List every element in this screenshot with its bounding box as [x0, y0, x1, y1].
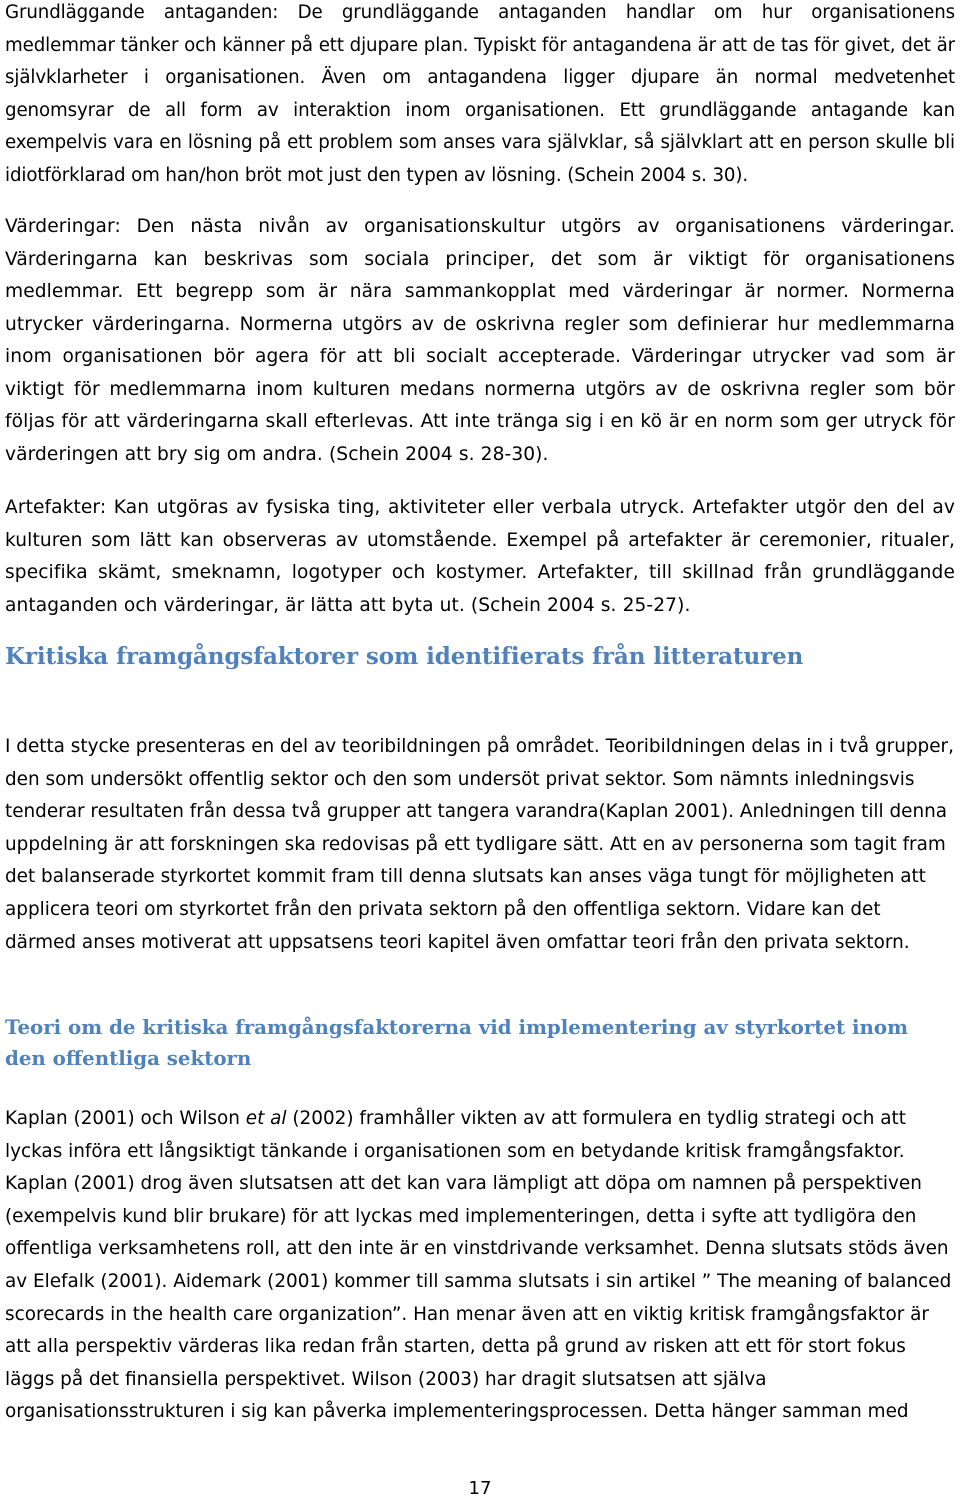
page-number: 17: [468, 1478, 492, 1499]
citation-et-al: et al: [245, 1108, 287, 1129]
paragraph-kaplan-text-rest: (2002) framhåller vikten av att formulera en tydlig strategi och att lyckas införa ett långsiktigt tänkande i organisationen som en betydande kritisk framgångsfaktor. Kaplan (2001) drog även slutsatsen att det kan vara lämpligt att döpa om namnen på perspektiven (exempelvis kund blir brukare) för att lyckas med implementeringen, detta i syfte att tydligöra den offentliga verksamhetens roll, att den inte är en vinstdrivande verksamhet. Denna slutsats stöds även av Elefalk (2001). Aidemark (2001) kommer till samma slutsats i sin artikel ” The meaning of balanced scorecards in the health care organization”. Han menar även att en viktig kritisk framgångsfaktor är att alla perspektiv värderas lika redan från starten, detta på grund av risken att ett för stort fokus läggs på det finansiella perspektivet. Wilson (2003) har dragit slutsatsen att själva organisationsstrukturen i sig kan påverka implementeringsprocessen. Detta hänger samman med: [5, 1108, 952, 1423]
paragraph-kaplan-wilson: [5, 1103, 955, 1429]
paragraph-teoribildning: I detta stycke presenteras en del av teoribildningen på området. Teoribildningen delas in i två grupper, den som undersökt offentlig sektor och den som undersöt privat sektor. Som nämnts inledningsvis tenderar resultaten från dessa två grupper att tangera varandra(Kaplan 2001). Anledningen till denna uppdelning är att forskningen ska redovisas på ett tydligare sätt. Att en av personerna som tagit fram det balanserade styrkortet kommit fram till denna slutsats kan anses väga tungt för möjligheten att applicera teori om styrkortet från den privata sektorn på den offentliga sektorn. Vidare kan det därmed anses motiverat att uppsatsens teori kapitel även omfattar teori från den privata sektorn.: [5, 736, 954, 953]
paragraph-grundlaggande-antaganden: Grundläggande antaganden: De grundläggande antaganden handlar om hur organisationens medlemmar tänker och känner på ett djupare plan. Typiskt för antagandena är att de tas för givet, det är självklarheter i organisationen. Även om antagandena ligger djupare än normal medvetenhet genomsyrar de all form av interaktion inom organisationen. Ett grundläggande antagande kan exempelvis vara en lösning på ett problem som anses vara självklar, så självklart att en person skulle bli idiotförklarad om han/hon bröt mot just den typen av lösning. (Schein 2004 s. 30).: [5, 2, 955, 186]
paragraph-varderingar: Värderingar: Den nästa nivån av organisationskultur utgörs av organisationens värderingar. Värderingarna kan beskrivas som sociala principer, det som är viktigt för organisationens medlemmar. Ett begrepp som är nära sammankopplat med värderingar är normer. Normerna utrycker värderingarna. Normerna utgörs av de oskrivna regler som definierar hur medlemmarna inom organisationen bör agera för att bli socialt accepterade. Värderingar utrycker vad som är viktigt för medlemmarna inom kulturen medans normerna utgörs av de oskrivna regler som bör följas för att värderingarna skall efterlevas. Att inte tränga sig i en kö är en norm som ger utryck för värderingen att bry sig om andra. (Schein 2004 s. 28-30).: [5, 216, 955, 465]
heading-kritiska-framgangsfaktorer: Kritiska framgångsfaktorer som identifierats från litteraturen: [5, 643, 804, 670]
heading-teori-offentliga-sektorn: Teori om de kritiska framgångsfaktorerna vid implementering av styrkortet inom den offentliga sektorn: [5, 1015, 909, 1070]
paragraph-kaplan-text-start: Kaplan (2001) och Wilson: [5, 1108, 246, 1129]
paragraph-artefakter: Artefakter: Kan utgöras av fysiska ting, aktiviteter eller verbala utryck. Artefakter utgör den del av kulturen som lätt kan observeras av utomstående. Exempel på artefakter är ceremonier, ritualer, specifika skämt, smeknamn, logotyper och kostymer. Artefakter, till skillnad från grundläggande antaganden och värderingar, är lätta att byta ut. (Schein 2004 s. 25-27).: [5, 497, 955, 616]
